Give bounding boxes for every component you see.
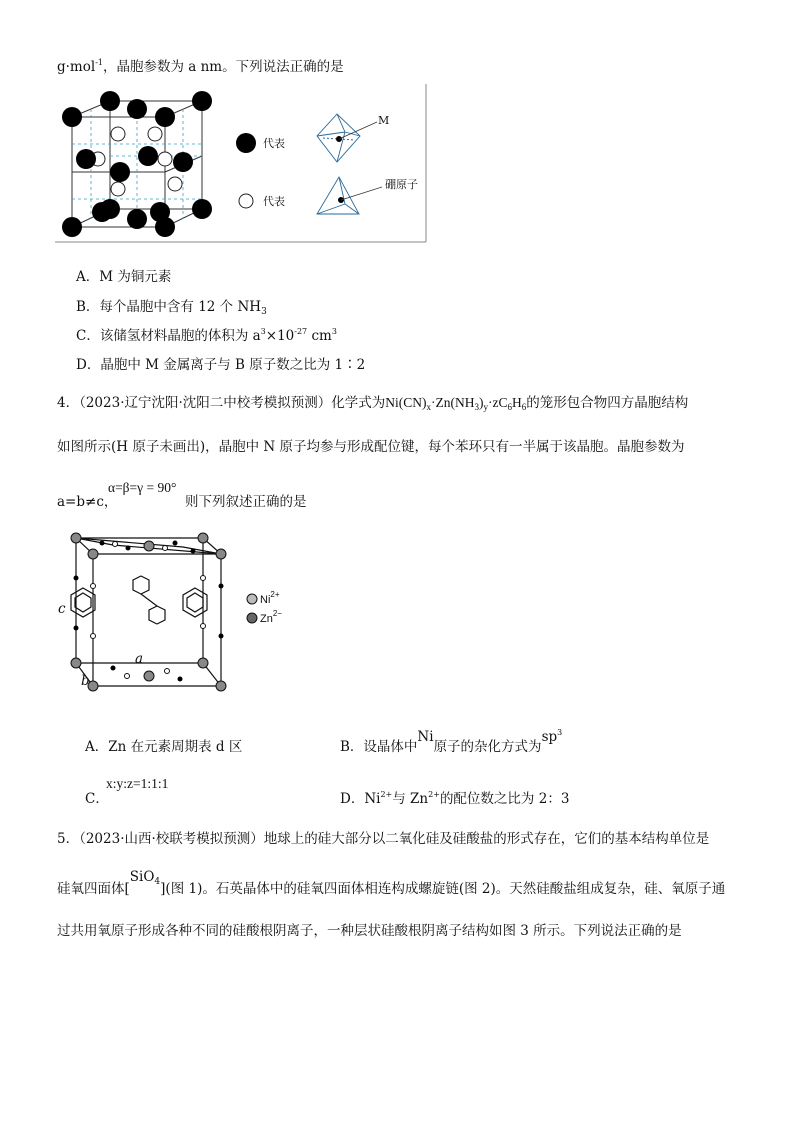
q4-option-a: A．Zn 在元素周期表 d 区 [85,739,243,755]
legend-ni [260,591,280,609]
q3-option-b [76,298,267,316]
q4-option-b-mid: 原子的杂化方式为 [433,739,542,755]
q4-option-d-end: 的配位数之比为 2：3 [439,791,570,807]
q3-option-c-text: C．该储氢材料晶胞的体积为 a [76,328,261,344]
q4-line3a: a=b≠c， [57,494,118,510]
q4-option-d-mid: 与 Zn [392,791,429,807]
q3-option-a: A．M 为铜元素 [76,269,172,285]
q5-line3: 过共用氧原子形成各种不同的硅酸根阴离子，一种层状硅酸根阴离子结构如图 3 所示。下列说法正确的是 [57,923,682,939]
legend-zn-sup: 2− [272,609,282,618]
clathrate-svg [55,526,295,696]
q4-angles: α=β=γ = 90° [108,480,177,495]
q3-option-c-sup3: 3 [331,327,337,336]
figure-crystal-cell [55,84,427,244]
q3-option-c-sup1: 3 [260,327,266,336]
legend-zn [260,610,282,628]
q5-sio-text: SiO [129,869,155,885]
intro-rest: ，晶胞参数为 a nm。下列说法正确的是 [102,59,344,75]
formula-nh: (NH [450,395,475,410]
formula-sub-x: x [426,402,432,412]
formula-ni: Ni [385,395,399,410]
intro-line [57,58,344,76]
q4-option-c-label: C． [85,791,109,807]
q4-option-b-sp [542,729,563,745]
legend-filled-label: 代表 [263,137,285,150]
formula-cn: (CN) [398,395,427,410]
q4-line1 [57,394,688,412]
q3-option-c [76,327,337,345]
q4-formula [385,395,526,410]
q4-option-b [340,728,563,756]
q4-option-d-sup2: 2+ [428,790,440,799]
q4-option-d-sup1: 2+ [380,790,393,799]
crystal-cell-svg [55,84,427,244]
figure-clathrate [55,526,295,696]
q4-option-b-pre: B．设晶体中 [340,739,418,755]
q4-option-b-sp-text: sp [541,729,558,745]
q4-prefix: 4．（2023·辽宁沈阳·沈阳二中校考模拟预测）化学式为 [57,395,386,411]
formula-close: ) [479,395,484,410]
q3-option-b-sub: 3 [261,307,267,317]
formula-zn: ·Zn [431,395,451,410]
unit-exp: -1 [95,58,103,67]
q4-suffix: 的笼形包合物四方晶胞结构 [526,395,689,411]
q3-option-c-unit: cm [307,328,332,344]
q5-sio-sub: 4 [154,877,161,887]
q3-option-d: D．晶胞中 M 金属离子与 B 原子数之比为 1∶2 [76,357,366,373]
legend-zn-text: Zn [260,613,273,625]
q5-line1: 5．（2023·山西·校联考模拟预测）地球上的硅大部分以二氧化硅及硅酸盐的形式存在，它们的基本结构单位是 [57,831,710,847]
formula-sub-y: y [483,402,489,412]
q4-option-d [340,790,569,808]
formula-sub-3: 3 [474,402,480,412]
q3-option-b-text: B．每个晶胞中含有 12 个 NH [76,299,262,315]
q4-option-b-ni: Ni [417,729,434,745]
q5-line2 [57,869,726,898]
label-boron: 硼原子 [385,178,418,191]
q5-line2-pre: 硅氧四面体[ [57,881,130,897]
q4-line3b: 则下列叙述正确的是 [185,494,307,510]
label-m: M [378,114,390,127]
q3-option-c-mid: ×10 [265,328,295,344]
q4-line2: 如图所示(H 原子未画出)，晶胞中 N 原子均参与形成配位键，每个苯环只有一半属于该晶胞。晶胞参数为 [57,439,685,455]
q5-line2-post: ](图 1)。石英晶体中的硅氧四面体相连构成螺旋链(图 2)。天然硅酸盐组成复杂，硅、氧原子通 [160,881,726,897]
q4-option-b-sup: 3 [557,728,563,737]
formula-h: H [512,395,522,410]
legend-open-label: 代表 [263,195,285,208]
q5-sio4 [130,869,160,885]
formula-zc: ·zC [488,395,508,410]
q4-option-d-pre: D．Ni [340,791,381,807]
q3-option-c-sup2: -27 [294,327,308,336]
axis-b: b [81,673,90,689]
q4-option-c-value: x:y:z=1:1:1 [106,776,169,791]
axis-c: c [58,601,66,617]
formula-sub-6b: 6 [521,402,527,412]
unit-text: g·mol [57,59,96,75]
legend-ni-text: Ni [260,594,271,606]
axis-a: a [135,651,144,667]
legend-ni-sup: 2+ [270,590,280,599]
formula-sub-6a: 6 [507,402,513,412]
